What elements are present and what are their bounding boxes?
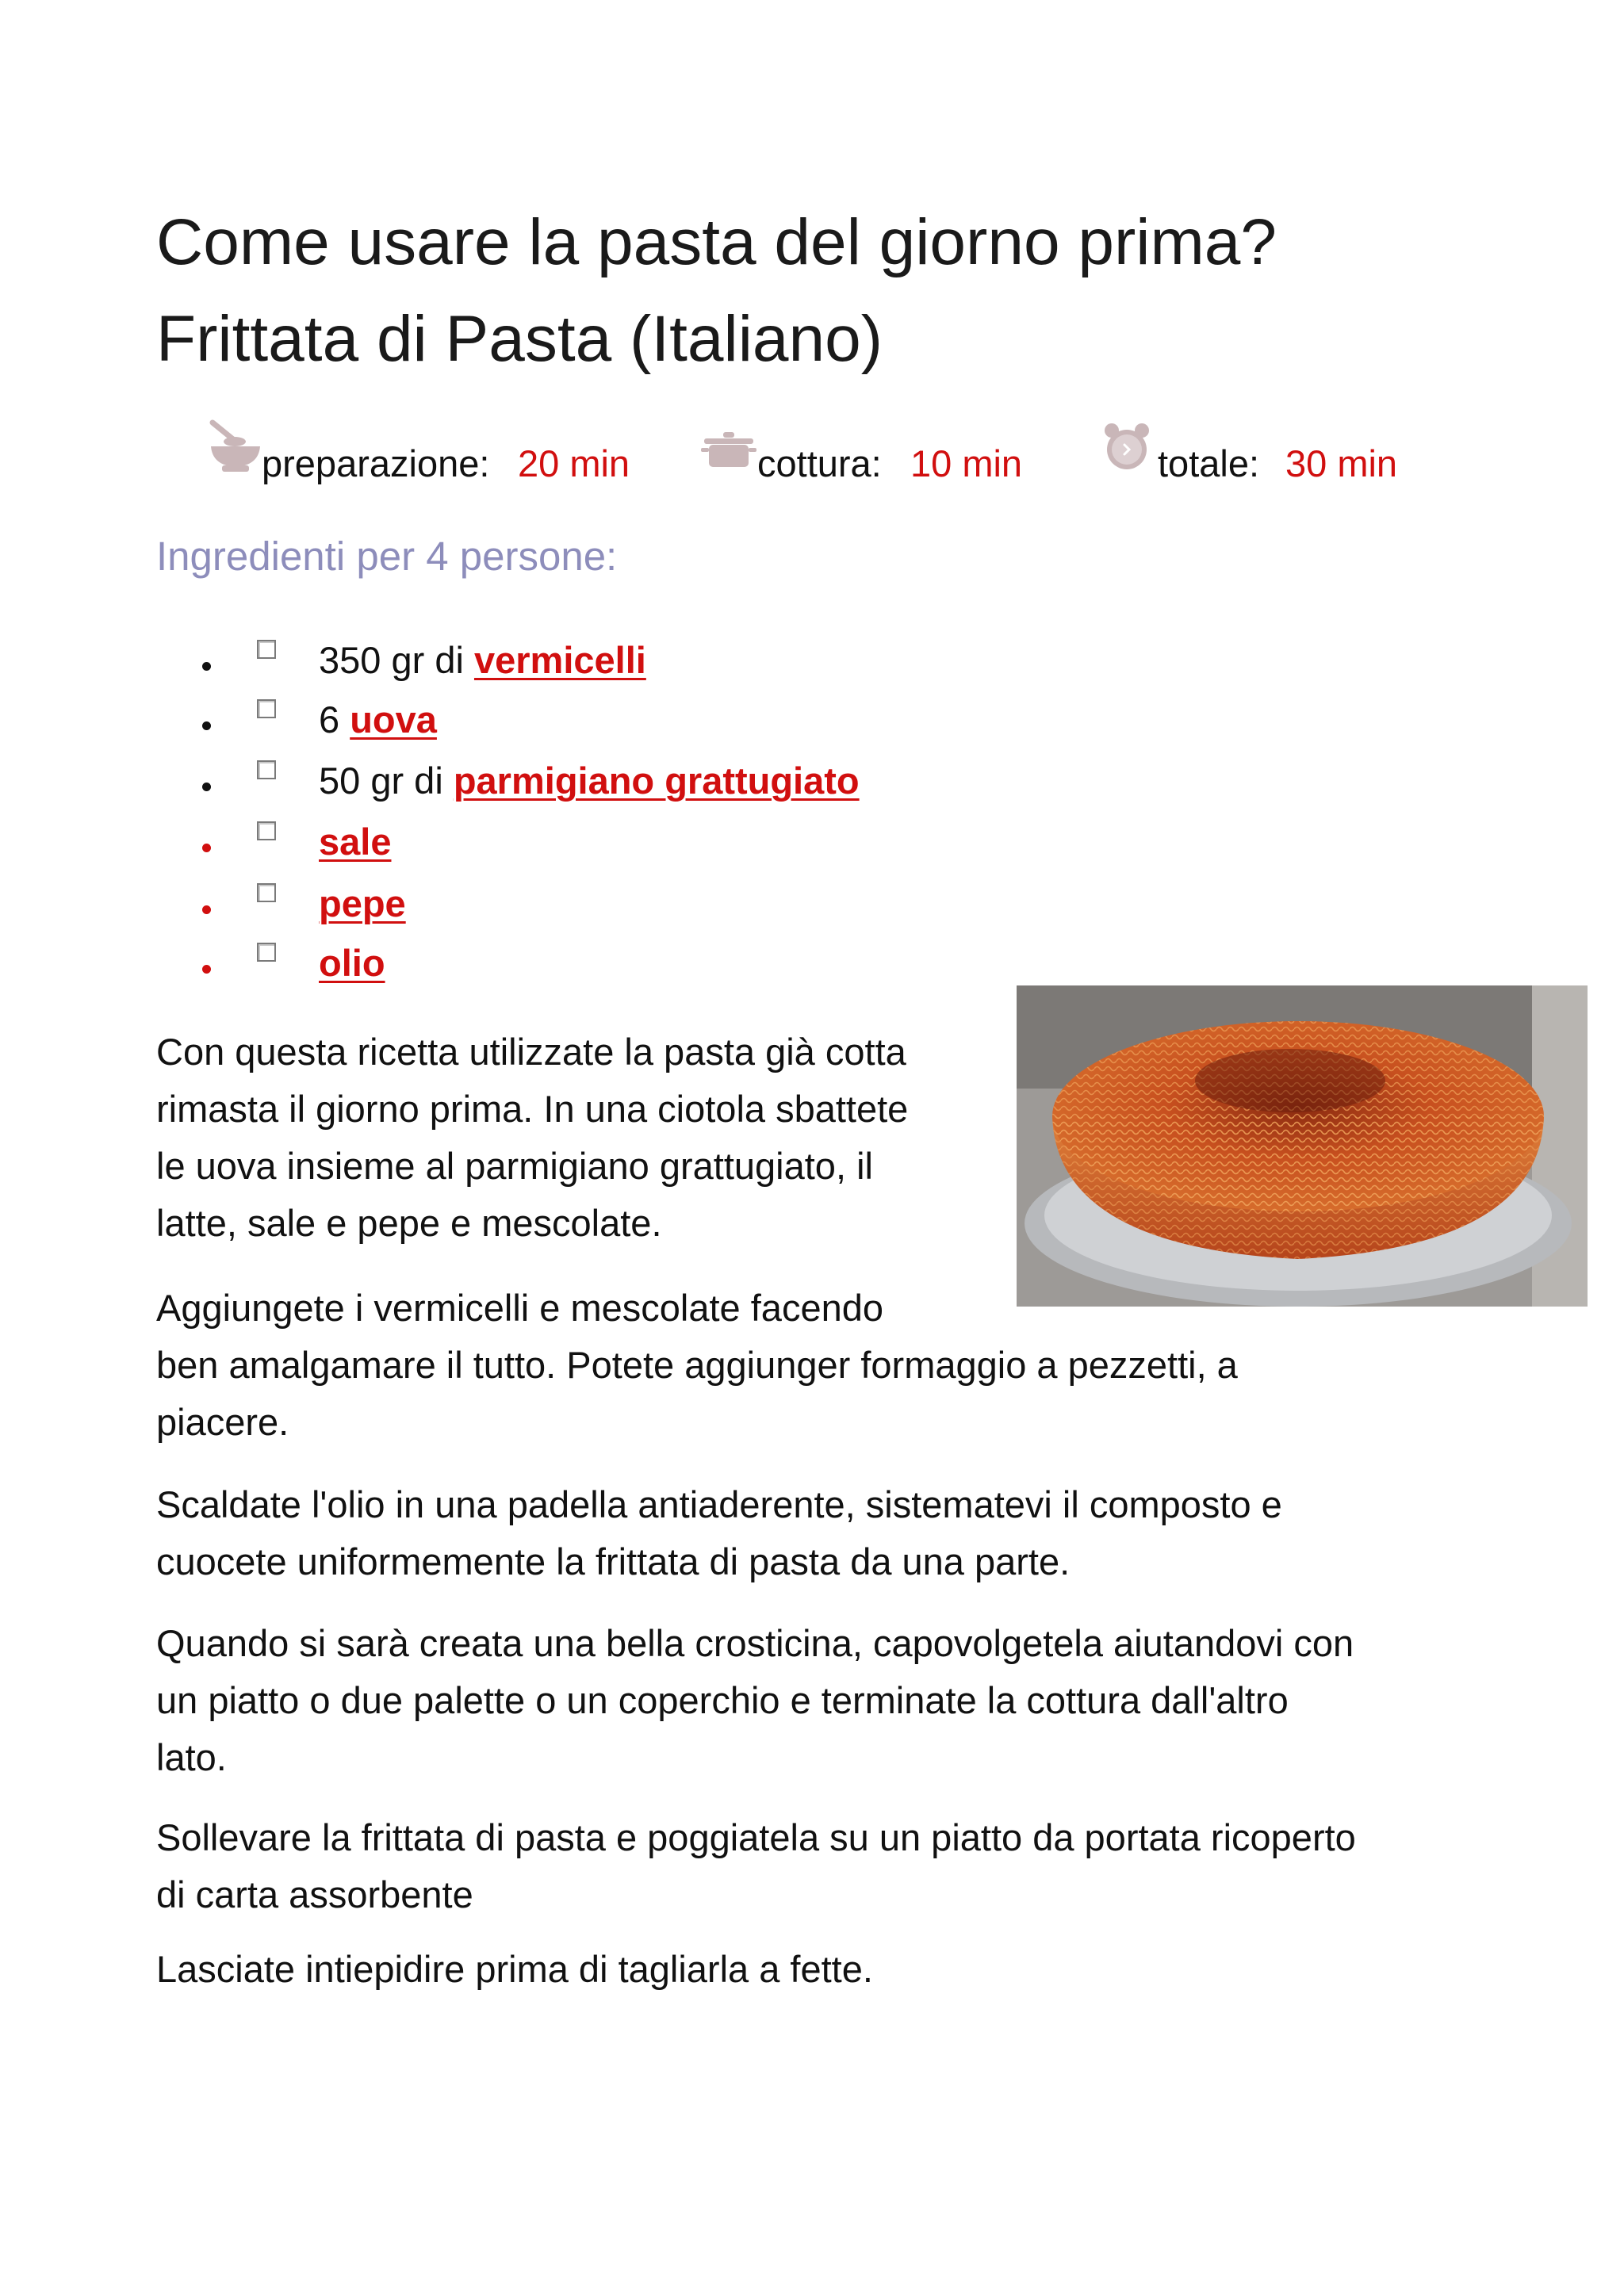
instruction-paragraph-2: [156, 1280, 1238, 1451]
ingredient-checkbox[interactable]: [257, 699, 276, 718]
ingredient-link[interactable]: uova: [350, 698, 437, 740]
bullet: [202, 721, 211, 730]
cook-time-value: 10 min: [910, 442, 1023, 484]
bullet: [202, 965, 211, 974]
list-item: [0, 759, 1031, 814]
list-item: [0, 941, 1031, 997]
bullet: [202, 844, 211, 852]
title-line-2: Frittata di Pasta (Italiano): [156, 303, 883, 375]
total-time: [1094, 416, 1459, 511]
ingredients-heading: Ingredienti per 4 persone:: [156, 534, 618, 579]
text-line: le uova insieme al parmigiano grattugiato, il: [156, 1145, 873, 1187]
text-line: di carta assorbente: [156, 1873, 473, 1915]
cook-time: [698, 416, 1055, 511]
ingredient-quantity: 50 gr di: [319, 760, 454, 802]
prep-time-value: 20 min: [518, 442, 630, 484]
ingredient-checkbox[interactable]: [257, 821, 276, 840]
instruction-paragraph-5: [156, 1809, 1356, 1923]
frittata-image: [1017, 985, 1588, 1307]
text-line: latte, sale e pepe e mescolate.: [156, 1202, 662, 1244]
total-time-label: totale:: [1158, 442, 1260, 484]
text-line: Scaldate l'olio in una padella antiaderente, sistematevi il composto e: [156, 1483, 1282, 1525]
text-line: piacere.: [156, 1401, 289, 1443]
page-title: [156, 194, 1504, 388]
bullet: [202, 783, 211, 791]
list-item: [0, 638, 1031, 694]
recipe-times: [0, 416, 1624, 511]
cook-time-label: cottura:: [757, 442, 882, 484]
ingredient-link[interactable]: parmigiano grattugiato: [453, 760, 860, 802]
ingredient-checkbox[interactable]: [257, 943, 276, 962]
text-line: lato.: [156, 1736, 227, 1778]
title-line-1: Come usare la pasta del giorno prima?: [156, 206, 1277, 278]
instruction-paragraph-3: [156, 1476, 1282, 1590]
bowl-icon: [203, 416, 268, 480]
ingredient-text: [319, 820, 391, 863]
prep-time: [198, 416, 674, 511]
ingredient-quantity: 6: [319, 698, 350, 740]
text-line: rimasta il giorno prima. In una ciotola sbattete: [156, 1088, 909, 1130]
text-line: Con questa ricetta utilizzate la pasta già cotta: [156, 1031, 906, 1073]
text-line: Sollevare la frittata di pasta e poggiatela su un piatto da portata ricoperto: [156, 1816, 1356, 1858]
text-line: un piatto o due palette o un coperchio e terminate la cottura dall'altro: [156, 1679, 1289, 1721]
bullet: [202, 662, 211, 671]
ingredient-link[interactable]: pepe: [319, 882, 406, 924]
frittata-photo: [1017, 985, 1588, 1307]
ingredient-quantity: 350 gr di: [319, 639, 474, 681]
list-item: [0, 820, 1031, 875]
ingredient-text: [319, 882, 406, 925]
text-line: cuocete uniformemente la frittata di pasta da una parte.: [156, 1540, 1071, 1582]
ingredient-text: [319, 941, 385, 985]
text-line: ben amalgamare il tutto. Potete aggiunger formaggio a pezzetti, a: [156, 1344, 1238, 1386]
list-item: [0, 698, 1031, 753]
prep-time-label: preparazione:: [262, 442, 490, 484]
ingredient-link[interactable]: olio: [319, 942, 385, 984]
ingredient-link[interactable]: vermicelli: [473, 639, 646, 681]
text-line: Quando si sarà creata una bella crosticina, capovolgetela aiutandovi con: [156, 1622, 1354, 1664]
instruction-paragraph-6: [156, 1941, 873, 1998]
ingredient-link[interactable]: sale: [319, 821, 392, 863]
bullet: [202, 905, 211, 914]
alarm-clock-icon: [1099, 419, 1155, 475]
list-item: [0, 882, 1031, 937]
ingredient-text: [319, 698, 437, 741]
pot-icon: [701, 430, 756, 470]
ingredient-checkbox[interactable]: [257, 760, 276, 779]
ingredient-text: [319, 759, 860, 802]
instruction-paragraph-4: [156, 1615, 1354, 1786]
ingredient-checkbox[interactable]: [257, 640, 276, 659]
ingredient-checkbox[interactable]: [257, 883, 276, 902]
ingredient-text: [319, 638, 646, 682]
text-line: Lasciate intiepidire prima di tagliarla a fette.: [156, 1948, 873, 1990]
text-line: Aggiungete i vermicelli e mescolate facendo: [156, 1287, 884, 1329]
total-time-value: 30 min: [1285, 442, 1398, 484]
instruction-paragraph-1: [156, 1024, 908, 1252]
